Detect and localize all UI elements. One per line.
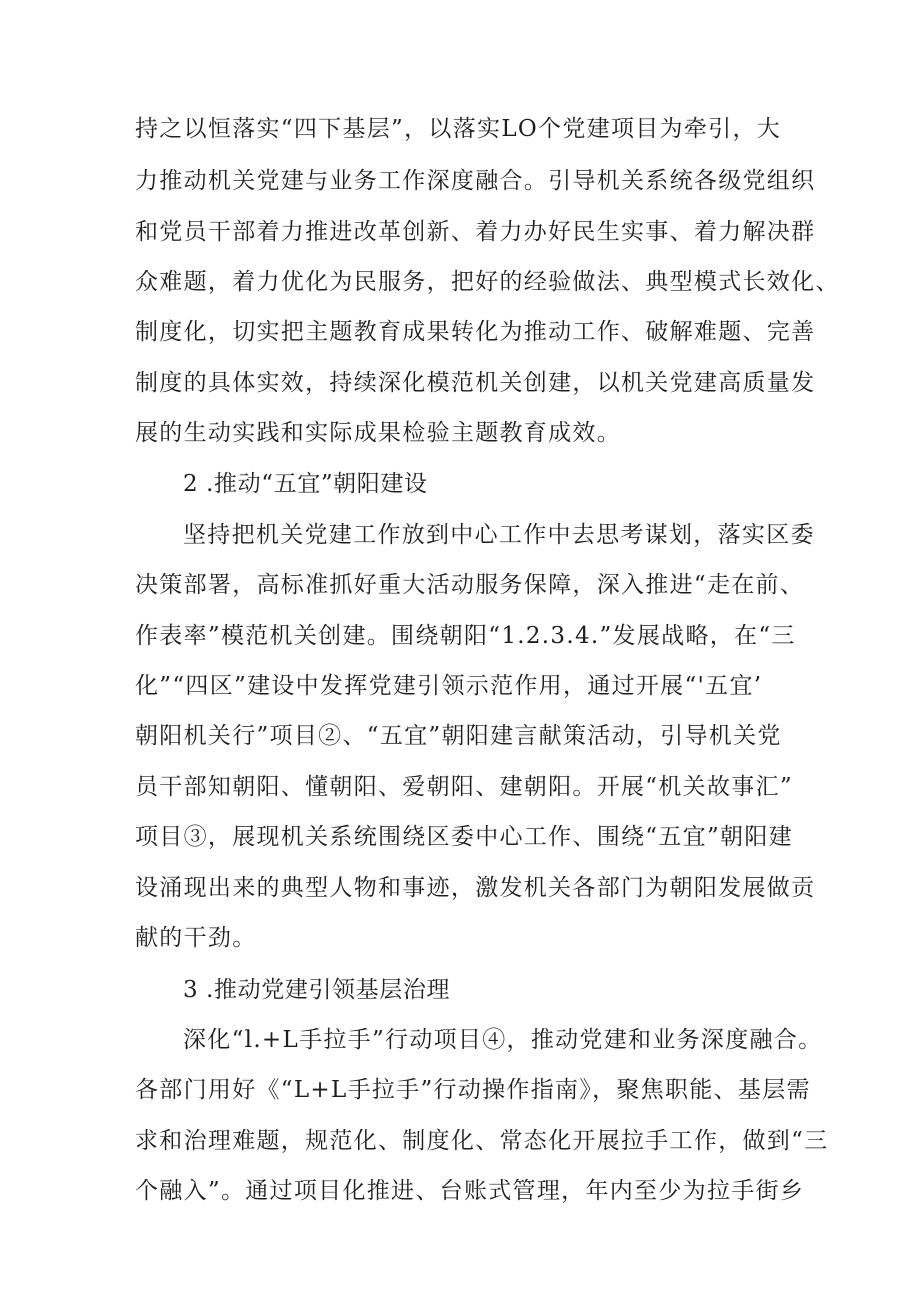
paragraph-line: 决策部署，高标准抓好重大活动服务保障，深入推进“走在前、 [135,572,805,598]
paragraph-line: 项目③，展现机关系统围绕区委中心工作、围绕“五宜”朝阳建 [135,824,793,850]
paragraph-line: 各部门用好《“L+L手拉手”行动操作指南》，聚焦职能、基层需 [135,1077,811,1103]
paragraph-line: 坚持把机关党建工作放到中心工作中去思考谋划，落实区委 [183,522,815,548]
paragraph-line: 设涌现出来的典型人物和事迹，激发机关各部门为朝阳发展做贡 [135,875,816,901]
paragraph-line: 持之以恒落实“四下基层”，以落实LO个党建项目为牵引，大 [135,116,782,142]
paragraph-line: 力推动机关党建与业务工作深度融合。引导机关系统各级党组织 [135,168,816,194]
paragraph-line: 员干部知朝阳、懂朝阳、爱朝阳、建朝阳。开展“机关故事汇” [135,774,793,800]
paragraph-line: 展的生动实践和实际成果检验主题教育成效。 [135,420,621,446]
paragraph-line: 和党员干部着力推进改革创新、着力办好民生实事、着力解决群 [135,219,816,245]
paragraph-line: 众难题，着力优化为民服务，把好的经验做法、典型模式长效化、 [135,269,840,295]
paragraph-line: 献的干劲。 [135,925,257,951]
paragraph-line: 深化“l.+L手拉手”行动项目④，推动党建和业务深度融合。 [183,1027,823,1053]
section-heading: 2 .推动“五宜”朝阳建设 [183,471,428,497]
paragraph-line: 求和治理难题，规范化、制度化、常态化开展拉手工作，做到“三 [135,1128,829,1154]
paragraph-line: 作表率”模范机关创建。围绕朝阳“1.2.3.4.”发展战略，在“三 [135,623,796,649]
paragraph-line: 个融入”。通过项目化推进、台账式管理，年内至少为拉手街乡 [135,1178,805,1204]
paragraph-line: 化”“四区”建设中发挥党建引领示范作用，通过开展“'五宜’ [135,673,763,699]
section-heading: 3 .推动党建引领基层治理 [183,977,451,1003]
paragraph-line: 朝阳机关行”项目②、“五宜”朝阳建言献策活动，引导机关党 [135,723,782,749]
paragraph-line: 制度化，切实把主题教育成果转化为推动工作、破解难题、完善 [135,319,816,345]
paragraph-line: 制度的具体实效，持续深化模范机关创建，以机关党建高质量发 [135,370,816,396]
